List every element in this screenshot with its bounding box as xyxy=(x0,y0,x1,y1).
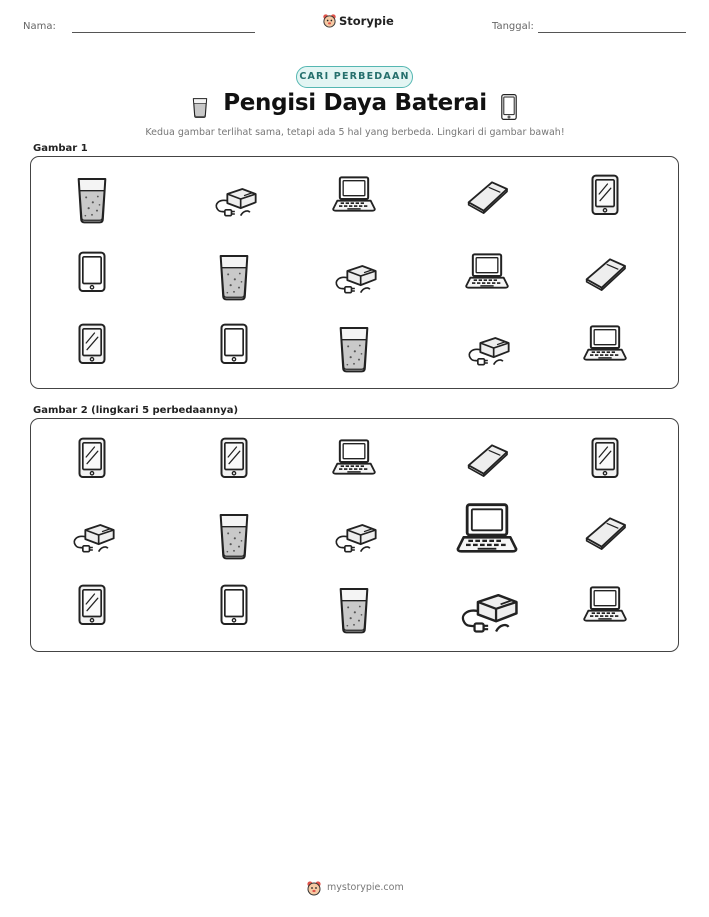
glass-of-water-icon[interactable] xyxy=(67,169,117,227)
tablet-icon[interactable] xyxy=(67,579,117,637)
activity-badge: CARI PERBEDAAN xyxy=(296,66,413,88)
notebook-icon[interactable] xyxy=(580,505,630,563)
instructions-text: Kedua gambar terlihat sama, tetapi ada 5 hal yang berbeda. Lingkari di gambar bawah! xyxy=(145,127,565,138)
name-label: Nama: xyxy=(23,21,56,32)
glass-of-water-icon[interactable] xyxy=(209,505,259,563)
battery-charger-icon[interactable] xyxy=(67,505,117,563)
tablet-icon[interactable] xyxy=(67,246,117,304)
tablet-icon[interactable] xyxy=(67,318,117,376)
picture-1-label: Gambar 1 xyxy=(33,143,88,154)
notebook-icon[interactable] xyxy=(462,432,512,490)
laptop-icon[interactable] xyxy=(452,493,522,575)
tablet-icon[interactable] xyxy=(580,169,630,227)
tablet-icon[interactable] xyxy=(209,318,259,376)
battery-charger-icon[interactable] xyxy=(453,568,521,647)
laptop-icon[interactable] xyxy=(580,318,630,376)
battery-charger-icon[interactable] xyxy=(329,505,379,563)
glass-of-water-icon[interactable] xyxy=(329,318,379,376)
battery-charger-icon[interactable] xyxy=(462,318,512,376)
notebook-icon[interactable] xyxy=(462,169,512,227)
laptop-icon[interactable] xyxy=(462,246,512,304)
battery-charger-icon[interactable] xyxy=(329,246,379,304)
laptop-icon[interactable] xyxy=(329,169,379,227)
tablet-icon[interactable] xyxy=(209,432,259,490)
picture-2-label: Gambar 2 (lingkari 5 perbedaannya) xyxy=(33,405,239,416)
page-title: Pengisi Daya Baterai xyxy=(223,90,487,116)
laptop-icon[interactable] xyxy=(580,579,630,637)
battery-charger-icon[interactable] xyxy=(209,169,259,227)
laptop-icon[interactable] xyxy=(329,432,379,490)
tablet-icon[interactable] xyxy=(580,432,630,490)
date-label: Tanggal: xyxy=(492,21,534,32)
glass-of-water-icon[interactable] xyxy=(329,579,379,637)
storypie-bear-icon xyxy=(306,880,322,896)
tablet-icon[interactable] xyxy=(67,432,117,490)
footer-url: mystorypie.com xyxy=(327,882,404,893)
notebook-icon[interactable] xyxy=(580,246,630,304)
brand-name: Storypie xyxy=(339,14,394,28)
tablet-icon[interactable] xyxy=(209,579,259,637)
glass-of-water-icon[interactable] xyxy=(209,246,259,304)
